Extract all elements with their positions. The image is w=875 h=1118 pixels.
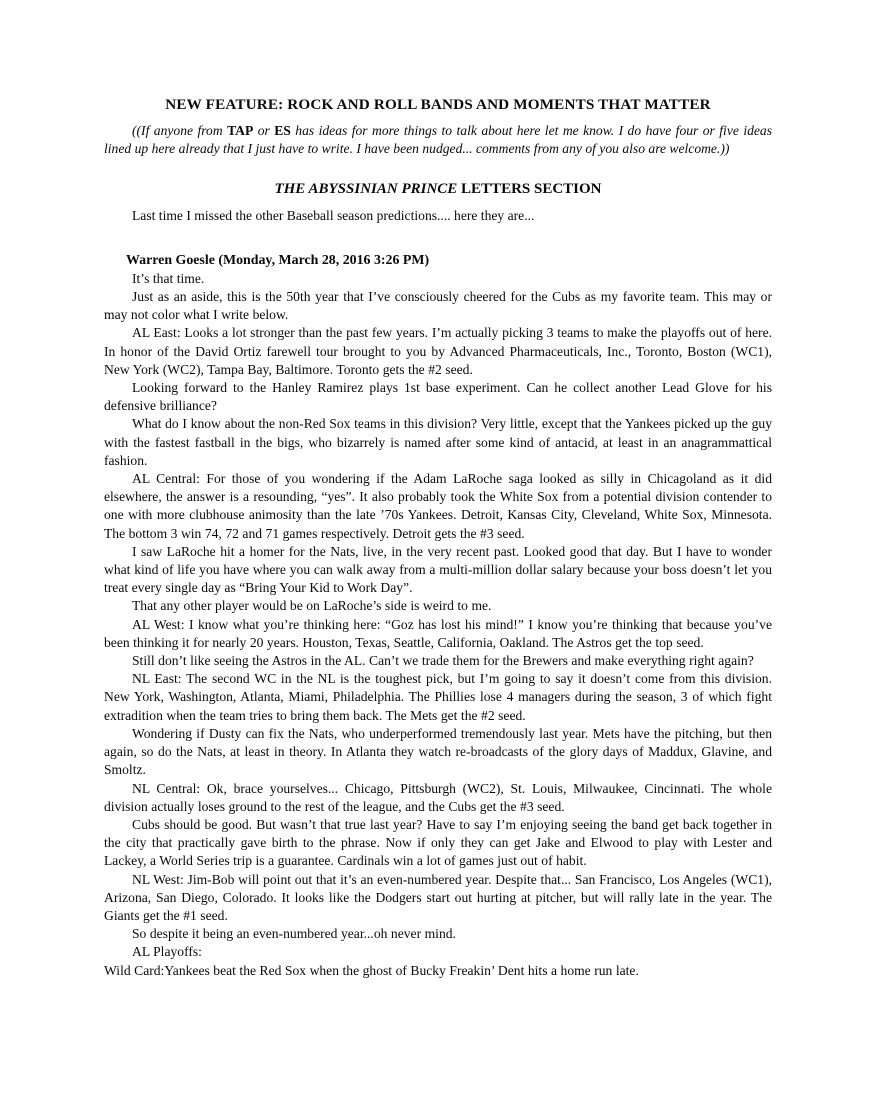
editor-note-part-3: has ideas for more things to talk about here let me know. I do have four or five ideas lined up here already that I just have to write. I have been nudged... comments from any of you also are welcome.)) [104, 123, 773, 157]
section-lead-line: Last time I missed the other Baseball season predictions.... here they are... [132, 208, 535, 224]
letter-paragraph: AL Playoffs: [132, 944, 202, 960]
letter-paragraph: Wild Card:Yankees beat the Red Sox when the ghost of Bucky Freakin’ Dent hits a home run late. [104, 962, 639, 978]
letter-paragraph: So despite it being an even-numbered year...oh never mind. [132, 926, 456, 942]
page-content [104, 96, 772, 980]
letter-paragraph: It’s that time. [132, 270, 205, 286]
letter-paragraph: Still don’t like seeing the Astros in the AL. Can’t we trade them for the Brewers and make everything right again? [132, 653, 754, 669]
editor-note-es-abbrev: ES [274, 123, 291, 138]
editor-note-part-1: ((If anyone from [132, 123, 228, 138]
letter-body [104, 270, 772, 980]
editor-note-tap-abbrev: TAP [227, 123, 254, 138]
section-header [104, 180, 772, 198]
letter-paragraph: NL Central: Ok, brace yourselves... Chicago, Pittsburgh (WC2), St. Louis, Milwaukee, Cincinnati. The whole division actually loses ground to the rest of the league, and the Cubs get the #3 seed. [104, 780, 772, 814]
section-header-publication-name: THE ABYSSINIAN PRINCE [274, 181, 458, 198]
letter-paragraph: NL East: The second WC in the NL is the toughest pick, but I’m going to say it doesn’t come from this division. New York, Washington, Atlanta, Miami, Philadelphia. The Phillies lose 4 managers during the season, 3 of which fight extradition when the team tries to bring them back. The Mets get the #2 seed. [104, 671, 772, 723]
letter-paragraph: Just as an aside, this is the 50th year that I’ve consciously cheered for the Cubs as my favorite team. This may or may not color what I write below. [104, 289, 772, 323]
editor-note-part-2: or [253, 123, 275, 138]
letter-paragraph: That any other player would be on LaRoche’s side is weird to me. [132, 598, 492, 614]
editor-note [104, 122, 772, 158]
letter-paragraph: NL West: Jim-Bob will point out that it’s an even-numbered year. Despite that... San Francisco, Los Angeles (WC1), Arizona, San Diego, Colorado. It looks like the Dodgers start out hurting at pitcher, but will rally late in the year. The Giants get the #1 seed. [104, 871, 772, 923]
page-title: NEW FEATURE: ROCK AND ROLL BANDS AND MOMENTS THAT MATTER [165, 96, 711, 113]
letter-byline: Warren Goesle (Monday, March 28, 2016 3:26 PM) [126, 252, 430, 268]
letter-paragraph: AL West: I know what you’re thinking here: “Goz has lost his mind!” I know you’re thinking that because you’ve been thinking it for nearly 20 years. Houston, Texas, Seattle, California, Oakland. The Astros get the top seed. [104, 616, 772, 650]
letter-paragraph: Cubs should be good. But wasn’t that true last year? Have to say I’m enjoying seeing the band get back together in the city that practically gave birth to the phrase. Now if only they can get Jake and Elwood to play with Lester and Lackey, a World Series trip is a guarantee. Cardinals win a lot of games just out of habit. [104, 816, 772, 869]
letter-paragraph: Wondering if Dusty can fix the Nats, who underperformed tremendously last year. Mets have the pitching, but then again, so do the Nats, at least in theory. In Atlanta they watch re-broadcasts of the glory days of Maddux, Glavine, and Smoltz. [104, 725, 772, 778]
letter-paragraph: AL Central: For those of you wondering if the Adam LaRoche saga looked as silly in Chicagoland as it did elsewhere, the answer is a resounding, “yes”. It also probably took the White Sox from a potential division contender to one with more clubhouse animosity than the late ’70s Yankees. Detroit, Kansas City, Cleveland, White Sox, Minnesota. The bottom 3 win 74, 72 and 71 games respectively. Detroit gets the #3 seed. [104, 471, 772, 541]
section-header-suffix: LETTERS SECTION [457, 181, 602, 198]
letter-paragraph: What do I know about the non-Red Sox teams in this division? Very little, except that the Yankees picked up the guy with the fastest fastball in the bigs, who bizarrely is named after some kind of antacid, at least in an anagrammattical fashion. [104, 416, 772, 468]
letter-paragraph: AL East: Looks a lot stronger than the past few years. I’m actually picking 3 teams to make the playoffs out of here. In honor of the David Ortiz farewell tour brought to you by Advanced Pharmaceuticals, Inc., Toronto, Boston (WC1), New York (WC2), Tampa Bay, Baltimore. Toronto gets the #2 seed. [104, 325, 772, 377]
letter-paragraph: I saw LaRoche hit a homer for the Nats, live, in the very recent past. Looked good that day. But I have to wonder what kind of life you have where you can walk away from a multi-million dollar salary because your boss doesn’t let you treat every single day as “Bring Your Kid to Work Day”. [104, 543, 772, 596]
letter-paragraph: Looking forward to the Hanley Ramirez plays 1st base experiment. Can he collect another Lead Glove for his defensive brilliance? [104, 380, 772, 414]
